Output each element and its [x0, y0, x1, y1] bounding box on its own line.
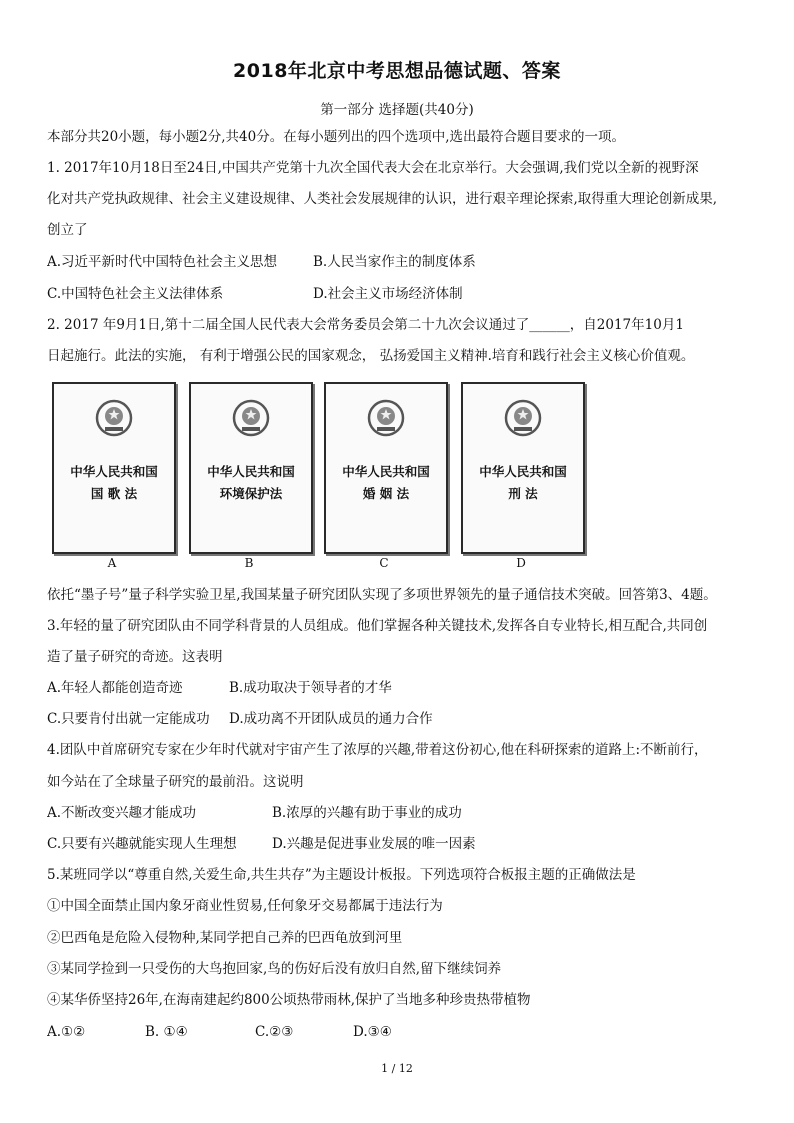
q4-option-b: B.浓厚的兴趣有助于事业的成功: [272, 805, 462, 821]
q4-options-row: [47, 803, 767, 823]
book-title-line2: 环境保护法: [219, 486, 283, 501]
q5-option-d: D.③④: [353, 1024, 392, 1040]
q1-stem-line: 化对共产党执政规律、社会主义建设规律、人类社会发展规律的认识，进行艰辛理论探索,取得重大理论创新成果,: [47, 191, 718, 207]
q2-stem-line: 2. 2017 年9月1日,第十二届全国人民代表大会常务委员会第二十九次会议通过了______，自2017年10月1: [47, 317, 684, 333]
law-book-b: [189, 382, 313, 554]
book-title-line1: 中华人民共和国: [207, 464, 295, 479]
page-number: 1 / 12: [381, 1062, 413, 1075]
q5-item-3: ③某同学捡到一只受伤的大鸟抱回家,鸟的伤好后没有放归自然,留下继续饲养: [47, 961, 502, 977]
book-label-c: C: [379, 556, 389, 570]
q2-stem-line: 日起施行。此法的实施， 有利于增强公民的国家观念， 弘扬爱国主义精神.培育和践行社会主义核心价值观。: [47, 348, 695, 364]
q3-option-a: A.年轻人都能创造奇迹: [47, 680, 183, 696]
book-title-line2: 婚 姻 法: [362, 486, 410, 501]
q1-stem-line: 1. 2017年10月18日至24日,中国共产党第十九次全国代表大会在北京举行。大会强调,我们党以全新的视野深: [47, 160, 699, 176]
law-book-c: [324, 382, 448, 554]
q3-option-b: B.成功取决于领导者的才华: [229, 680, 392, 696]
q3-options-row: [47, 678, 767, 698]
q5-item-2: ②巴西龟是危险入侵物种,某同学把自己养的巴西龟放到河里: [47, 930, 403, 946]
law-book-a: [52, 382, 176, 554]
book-title-line1: 中华人民共和国: [70, 464, 158, 479]
national-emblem-icon: [503, 398, 543, 438]
q3-stem-line: 造了量子研究的奇迹。这表明: [47, 649, 223, 665]
q1-option-d: D.社会主义市场经济体制: [313, 286, 463, 302]
q5-options-row: [47, 1022, 767, 1042]
book-title-line2: 刑 法: [508, 486, 538, 501]
q3-q4-context: 依托“墨子号”量子科学实验卫星,我国某量子研究团队实现了多项世界领先的量子通信技术突破。回答第3、4题。: [47, 587, 717, 603]
book-label-b: B: [244, 556, 254, 570]
q3-option-c: C.只要肯付出就一定能成功: [47, 711, 210, 727]
national-emblem-icon: [366, 398, 406, 438]
instructions-text: 本部分共20小题，每小题2分,共40分。在每小题列出的四个选项中,选出最符合题目要求的一项。: [47, 129, 626, 145]
q5-option-a: A.①②: [47, 1024, 86, 1040]
q3-option-d: D.成功离不开团队成员的通力合作: [229, 711, 433, 727]
book-label-a: A: [107, 556, 117, 570]
book-title-line1: 中华人民共和国: [479, 464, 567, 479]
q3-options-row: [47, 709, 767, 729]
book-label-d: D: [516, 556, 526, 570]
law-book-covers: [50, 382, 590, 570]
law-book-d: [461, 382, 585, 554]
q5-option-c: C.②③: [255, 1024, 294, 1040]
national-emblem-icon: [231, 398, 271, 438]
page-title: 2018年北京中考思想品德试题、答案: [233, 60, 561, 82]
q4-option-c: C.只要有兴趣就能实现人生理想: [47, 836, 237, 852]
q1-stem-line: 创立了: [47, 222, 88, 238]
book-title-line2: 国 歌 法: [90, 486, 138, 501]
q4-options-row: [47, 834, 767, 854]
q5-option-b: B. ①④: [145, 1024, 188, 1040]
q1-option-c: C.中国特色社会主义法律体系: [47, 286, 224, 302]
q4-stem-line: 如今站在了全球量子研究的最前沿。这说明: [47, 774, 304, 790]
q4-option-a: A.不断改变兴趣才能成功: [47, 805, 197, 821]
q1-option-a: A.习近平新时代中国特色社会主义思想: [47, 254, 278, 270]
q5-stem: 5.某班同学以“尊重自然,关爱生命,共生共存”为主题设计板报。下列选项符合板报主题的正确做法是: [47, 867, 636, 883]
q4-option-d: D.兴趣是促进事业发展的唯一因素: [272, 836, 476, 852]
q4-stem-line: 4.团队中首席研究专家在少年时代就对宇宙产生了浓厚的兴趣,带着这份初心,他在科研探索的道路上:不断前行，: [47, 742, 708, 758]
q5-item-1: ①中国全面禁止国内象牙商业性贸易,任何象牙交易都属于违法行为: [47, 898, 443, 914]
q3-stem-line: 3.年轻的量了研究团队由不同学科背景的人员组成。他们掌握各种关键技术,发挥各自专业特长,相互配合,共同创: [47, 618, 708, 634]
q1-option-b: B.人民当家作主的制度体系: [313, 254, 476, 270]
q1-options-row: [47, 284, 767, 304]
q5-item-4: ④某华侨坚持26年,在海南建起约800公顷热带雨林,保护了当地多种珍贵热带植物: [47, 992, 531, 1008]
section-subtitle: 第一部分 选择题(共40分): [320, 102, 474, 118]
book-title-line1: 中华人民共和国: [342, 464, 430, 479]
national-emblem-icon: [94, 398, 134, 438]
q1-options-row: [47, 252, 767, 272]
